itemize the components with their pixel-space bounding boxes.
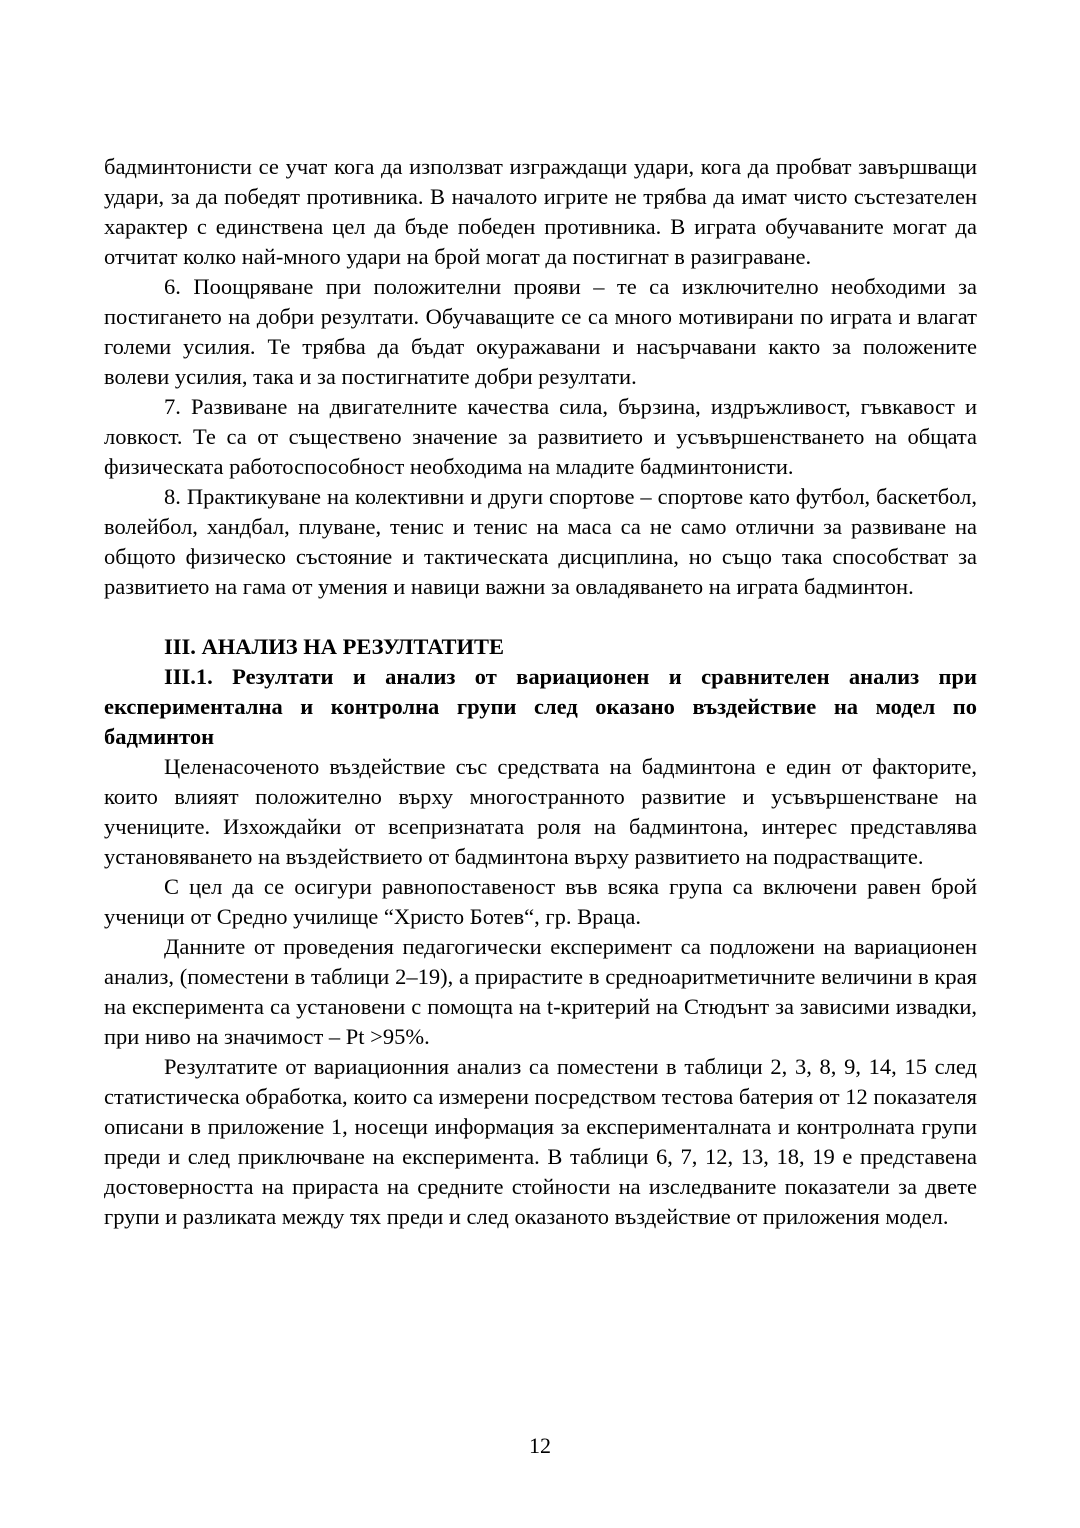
page-number: 12 — [529, 1433, 551, 1458]
paragraph-body: Данните от проведения педагогически експеримент са подложени на вариационен анализ, (поместени в таблици 2–19), а прирастите в средноаритметичните величини в края на експеримента са установени с помощта на t-критерий на Стюдънт за зависими извадки, при ниво на значимост – Pt >95%. — [104, 934, 977, 1049]
paragraph-body: С цел да се осигури равнопоставеност във всяка група са включени равен брой ученици от Средно училище “Христо Ботев“, гр. Враца. — [104, 874, 977, 929]
paragraph-continuation: бадминтонисти се учат кога да използват изграждащи удари, кога да пробват завършващи удари, за да победят противника. В началото игрите не трябва да имат чисто състезателен характер с единствена цел да бъде победен противника. В играта обучаваните могат да отчитат колко най-много удари на брой могат да постигнат в разиграване. — [104, 154, 977, 269]
main-text-block — [104, 152, 977, 1232]
section-subheading: III.1. Резултати и анализ от вариационен и сравнителен анализ при експериментална и контролна групи след оказано въздействие на модел по бадминтон — [104, 664, 977, 749]
paragraph-body: Резултатите от вариационния анализ са поместени в таблици 2, 3, 8, 9, 14, 15 след статистическа обработка, които са измерени посредством тестова батерия от 12 показателя описани в приложение 1, носещи информация за експерименталната и контролната групи преди и след приключване на експеримента. В таблици 6, 7, 12, 13, 18, 19 е представена достоверността на прираста на средните стойности на изследваните показатели за двете групи и разликата между тях преди и след оказаното въздействие от приложения модел. — [104, 1054, 977, 1229]
paragraph-list-item-8: 8. Практикуване на колективни и други спортове – спортове като футбол, баскетбол, волейбол, хандбал, плуване, тенис и тенис на маса са не само отлични за развиване на общото физическо състояние и тактическата дисциплина, но също така способстват за развитието на гама от умения и навици важни за овладяването на играта бадминтон. — [104, 484, 977, 599]
paragraph-body: Целенасоченото въздействие със средствата на бадминтона е един от факторите, които влияят положително върху многостранното развитие и усъвършенстване на учениците. Изхождайки от всепризнатата роля на бадминтона, интерес представлява установяването на въздействието от бадминтона върху развитието на подрастващите. — [104, 754, 977, 869]
paragraph-list-item-6: 6. Поощряване при положителни прояви – те са изключително необходими за постигането на добри резултати. Обучаващите се са много мотивирани по играта и влагат големи усилия. Те трябва да бъдат окуражавани и насърчавани както за положените волеви усилия, така и за постигнатите добри резултати. — [104, 274, 977, 389]
section-heading: III. АНАЛИЗ НА РЕЗУЛТАТИТЕ — [164, 634, 504, 659]
paragraph-list-item-7: 7. Развиване на двигателните качества сила, бързина, издръжливост, гъвкавост и ловкост. Те са от съществено значение за развитието и усъвършенстването на общата физическата работоспособност необходима на младите бадминтонисти. — [104, 394, 977, 479]
